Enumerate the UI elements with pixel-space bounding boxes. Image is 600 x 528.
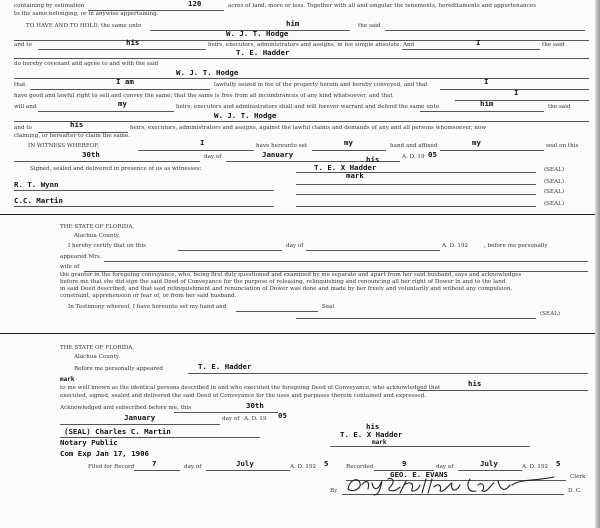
witness-line <box>14 206 274 207</box>
text: hand and affixed <box>390 143 438 149</box>
typed-rec-month: July <box>480 459 498 468</box>
signature-line <box>296 206 536 207</box>
text: the said <box>358 23 381 29</box>
typed-i4: I <box>200 138 205 147</box>
signature-line <box>296 184 536 185</box>
typed-notary: Notary Public <box>60 438 118 447</box>
signature-line <box>296 194 536 195</box>
typed-mark: mark <box>60 376 75 383</box>
text: have good and lawful right to sell and convey the same; that the same is free from all incumbrances of any kind whatsoever, and that <box>14 93 393 99</box>
signature-line <box>296 172 536 173</box>
text: do hereby covenant and agree to and with the said <box>14 61 159 67</box>
typed-him: him <box>286 19 300 28</box>
text: A. D. 192 <box>442 243 469 249</box>
typed-grantee-c: W. J. T. Hodge <box>214 111 277 120</box>
rule <box>206 470 290 471</box>
typed-him2: him <box>480 99 494 108</box>
text: By <box>330 488 338 494</box>
rule <box>14 161 200 162</box>
typed-appeared-name: T. E. Hadder <box>198 362 252 371</box>
text: the said <box>542 42 565 48</box>
text: appeared Mrs. <box>60 254 102 260</box>
seal-label: (SEAL) <box>544 201 565 207</box>
text: lawfully seized in fee of the property herein and hereby conveyed, and that <box>214 82 428 88</box>
typed-i-am: I am <box>116 77 134 86</box>
seal-label: (SEAL) <box>544 189 565 195</box>
text: in said Deed described, and that said relinquishment and renunciation of Dower was done and made by her freely and voluntarily and without any compulsion, <box>60 286 513 292</box>
text: have hereunto set <box>256 143 308 149</box>
text: and to <box>14 125 32 131</box>
typed-sig-mark: mark <box>346 171 364 180</box>
typed-filed-day: 7 <box>152 459 157 468</box>
typed-ack-day: 30th <box>246 401 264 410</box>
text: Acknowledged and subscribed before me, this <box>60 405 192 411</box>
text: heirs, executors, administrators and assigns, against the lawful claims and demands of any and all persons whomsoever, now <box>130 125 487 131</box>
typed-i: I <box>476 38 481 47</box>
typed-clerk-name: GEO. E. EVANS <box>390 470 448 479</box>
rule <box>38 49 206 50</box>
typed-rec-year: 5 <box>556 459 561 468</box>
typed-witness-2: C.C. Martin <box>14 196 63 205</box>
rule <box>14 40 589 41</box>
text: THE STATE OF FLORIDA, <box>60 345 135 351</box>
rule <box>402 49 540 50</box>
typed-his: his <box>468 379 482 388</box>
signature-line <box>330 446 530 447</box>
text: Signed, sealed and delivered in presence of us as witnesses: <box>30 166 202 172</box>
typed-acres: 120 <box>188 0 202 8</box>
seal-label: (SEAL) <box>544 167 565 173</box>
rule <box>306 250 440 251</box>
rule <box>420 111 544 112</box>
text: A. D. 192 <box>522 464 549 470</box>
typed-month: January <box>262 150 294 159</box>
typed-his2: his <box>70 120 84 129</box>
typed-rec-day: 9 <box>402 459 407 468</box>
rule <box>134 470 180 471</box>
text: D. C. <box>568 488 582 494</box>
seal-label: (SEAL) <box>540 311 561 317</box>
typed-notary-seal: (SEAL) Charles C. Martin <box>64 427 171 436</box>
text: wife of <box>60 264 80 270</box>
rule <box>138 150 254 151</box>
text: the grantor in the foregoing conveyance, who, being first duly questioned and examined by me separate and apart from her said husband, says and acknowledges <box>60 272 522 278</box>
rule <box>455 100 589 101</box>
text: THE STATE OF FLORIDA, <box>60 224 135 230</box>
rule <box>385 30 585 31</box>
typed-witness-1: R. T. Wynn <box>14 180 59 189</box>
rule <box>30 89 210 90</box>
text: Before me personally appeared <box>74 366 163 372</box>
text: to me well known as the identical persons described in and who executed the foregoing Deed of Conveyance, who acknowledged that <box>60 385 441 391</box>
text: Filed for Record <box>88 464 135 470</box>
text: heirs, executors, administrators and assigns, in fee simple absolute. And <box>208 42 415 48</box>
typed-my3: my <box>472 138 481 147</box>
text: heirs, executors and administrators shall and will forever warrant and defend the same unto <box>176 104 440 110</box>
text: day of <box>436 464 454 470</box>
text: Clerk <box>570 474 586 480</box>
rule <box>38 111 174 112</box>
rule <box>312 150 386 151</box>
text: A. D. 19 <box>244 416 267 422</box>
text: , before me personally <box>484 243 548 249</box>
typed-sig-his: his <box>366 155 380 164</box>
rule <box>236 311 318 312</box>
text: that <box>14 82 26 88</box>
rule <box>14 121 589 122</box>
rule <box>188 373 588 374</box>
typed-grantee: W. J. T. Hodge <box>226 29 289 38</box>
text: day of <box>184 464 202 470</box>
typed-sig-mark: mark <box>372 439 387 446</box>
typed-ack-year: 05 <box>278 411 287 420</box>
signature-line <box>296 318 536 319</box>
typed-commission: Com Exp Jan 17, 1906 <box>60 449 149 458</box>
text: constraint, apprehension or fear of, or from her said husband. <box>60 293 237 299</box>
typed-grantor: T. E. Hadder <box>236 48 290 57</box>
text: Seal <box>322 304 335 310</box>
text: In Testimony whereof, I have hereunto set my hand and <box>68 304 227 310</box>
text: claiming, or hereafter to claim the same. <box>14 133 131 139</box>
typed-ack-month: January <box>124 413 156 422</box>
typed-my: my <box>118 99 127 108</box>
typed-sig-name: T. E. X Hadder <box>340 430 403 439</box>
typed-i2: I <box>484 77 489 86</box>
text: Recorded <box>346 464 374 470</box>
text: A. D. 19 <box>402 154 425 160</box>
text: executed, signed, sealed and delivered the said Deed of Conveyance for the uses and purposes therein contained and expressed. <box>60 393 427 399</box>
rule <box>60 424 220 425</box>
typed-sig-his: his <box>366 422 380 431</box>
seal-label: (SEAL) <box>544 179 565 185</box>
text: will and <box>14 104 37 110</box>
text: to the same belonging, or in anywise appertaining. <box>14 11 159 17</box>
typed-filed-year: 5 <box>324 459 329 468</box>
text: seal on this <box>546 143 579 149</box>
section-divider <box>0 214 600 215</box>
text: containing by estimation <box>14 3 85 9</box>
rule <box>440 150 544 151</box>
text: day of <box>222 416 240 422</box>
rule <box>104 261 588 262</box>
rule <box>178 250 282 251</box>
typed-grantee-b: W. J. T. Hodge <box>176 68 239 77</box>
text: acres of land, more or less. Together with all and singular the tenements, hereditaments and appurtenances <box>228 3 536 9</box>
typed-filed-month: July <box>236 459 254 468</box>
typed-i3: I <box>514 88 519 97</box>
text: A. D. 192 <box>290 464 317 470</box>
text: and to <box>14 42 32 48</box>
text: before me that she did sign the said Deed of Conveyance for the purpose of releasing, relinquishing and renouncing all her right of Dower in and to the land <box>60 279 506 285</box>
witness-line <box>14 190 274 191</box>
text: day of <box>286 243 304 249</box>
rule <box>174 412 278 413</box>
text: Alachua County. <box>74 354 120 360</box>
handwritten-signature <box>340 471 570 497</box>
text: Alachua County. <box>74 233 120 239</box>
rule <box>418 390 588 391</box>
typed-my2: my <box>344 138 353 147</box>
typed-year: 05 <box>428 150 437 159</box>
text: IN WITNESS WHEREOF, <box>28 143 100 149</box>
typed-his: his <box>126 38 140 47</box>
section-divider <box>0 333 600 334</box>
page-edge-shadow <box>595 0 600 528</box>
rule <box>14 58 589 59</box>
text: the said <box>548 104 571 110</box>
typed-day: 30th <box>82 150 100 159</box>
typed-sig-name: T. E. X Hadder <box>314 163 377 172</box>
rule <box>14 78 589 79</box>
text: day of <box>204 154 222 160</box>
text: TO HAVE AND TO HOLD, the same unto <box>26 23 142 29</box>
text: I hereby certify that on this <box>68 243 147 249</box>
